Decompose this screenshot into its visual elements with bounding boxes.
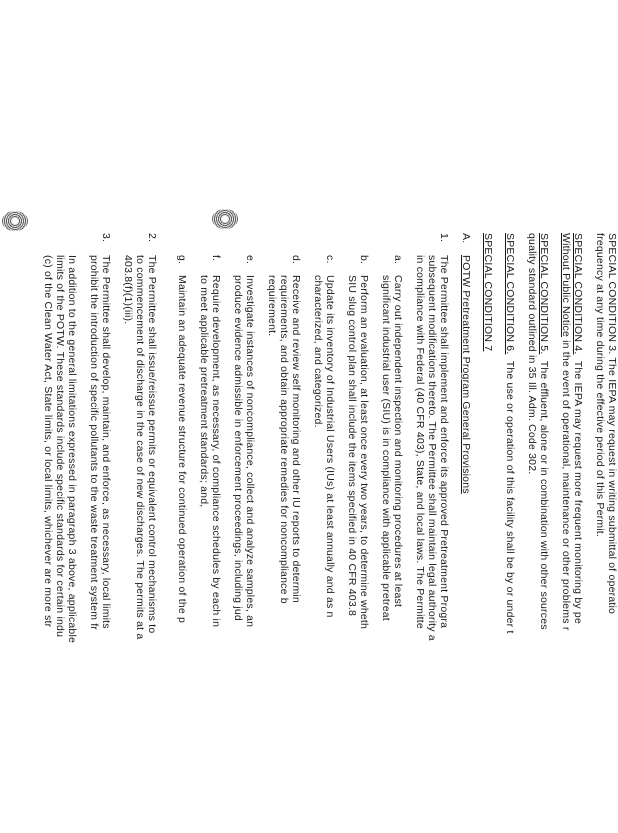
condition7-heading: SPECIAL CONDITION 7 [482, 233, 494, 352]
item-e-letter: e. [244, 255, 256, 265]
item3-line-2: prohibit the introduction of specific pollutants to the waste treatment system fr [88, 255, 100, 631]
condition4-rest: The IEPA may request more frequent monitoring by pe [572, 354, 584, 625]
item2-line-1: The Permittee shall issue/reissue permits or equivalent control mechanisms to [146, 255, 158, 634]
item-g-letter: g. [176, 255, 188, 265]
condition6-heading: SPECIAL CONDITION 6. [504, 233, 516, 355]
item-a-line-1: Carry out independent inspection and monitoring procedures at least [392, 275, 404, 608]
condition4-heading: SPECIAL CONDITION 4. [572, 233, 584, 355]
item-d-letter: d. [290, 255, 302, 265]
item1-number: 1. [438, 233, 450, 243]
item-a-line-2: significant industrial user (SIU) is in compliance with applicable pretreat [380, 275, 392, 621]
item2-number: 2. [146, 233, 158, 243]
condition5-line-1 [537, 233, 550, 630]
item-f-line-2: to meet applicable pretreatment standards; and, [198, 275, 210, 508]
condition5-line-2: quality standard outlined in 35 Ill. Adm. Code 302. [526, 233, 538, 475]
condition4-line-1 [571, 233, 584, 624]
item3-number: 3. [100, 233, 112, 243]
item-f-line-1: Require development, as necessary, of compliance schedules by each in [210, 275, 222, 628]
item-c-letter: c. [324, 255, 336, 264]
condition4-line-2 [559, 233, 572, 631]
item-c-line-1: Update its inventory of Industrial Users (IUs) at least annually and as n [324, 275, 336, 618]
item-b-line-1: Perform an evaluation, at least once every two years, to determine wheth [358, 275, 370, 630]
item-f-letter: f. [210, 255, 222, 262]
section-a-title: POTW Pretreatment Program General Provisions [460, 255, 472, 494]
item2-line-2: to commencement of discharge in the case of new discharges. The permits at a [134, 255, 146, 640]
item-a-letter: a. [392, 255, 404, 265]
item2-line-3: 403.8(f)(1)(iii). [122, 255, 134, 325]
notary-seal-stamp [212, 209, 238, 229]
condition4-line-2-rest: in the event of operational, maintenance or other problems r [560, 337, 572, 631]
item-e-line-1: Investigate instances of noncompliance, collect and analyze samples, an [244, 275, 256, 628]
item-d-line-3: requirement. [266, 275, 278, 337]
item1-line-2: subsequent modifications thereto. The Permittee shall maintain legal authority a [426, 255, 438, 641]
item3-line-1: The Permittee shall develop, maintain, and enforce, as necessary, local limits [100, 255, 112, 629]
item-c-line-2: characterized, and categorized. [312, 275, 324, 428]
continuation-line-3: (c) of the Clean Water Act, State limits, or local limits, whichever are more str [42, 255, 54, 628]
item1-line-3: in compliance with Federal (40 CFR 403), State, and local laws. The Permitte [414, 255, 426, 629]
condition3-line-2: frequency at any time during the effective period of this Permit. [594, 233, 606, 538]
rotated-document-page [0, 233, 618, 833]
condition5-heading: SPECIAL CONDITION 5. [538, 233, 550, 355]
item-e-line-2: produce evidence admissible in enforcement proceedings, including jud [232, 275, 244, 621]
item-g-line-1: Maintain an adequate revenue structure for continued operation of the p [176, 275, 188, 624]
condition5-rest: The effluent, alone or in combination with other sources [538, 354, 550, 630]
condition6-line [503, 233, 516, 634]
condition3-line-1: SPECIAL CONDITION 3. The IEPA may request in writing submittal of operatio [606, 233, 618, 615]
item-d-line-1: Receive and review self monitoring and other IU reports to determin [290, 275, 302, 603]
section-a-label: A. [460, 233, 472, 244]
notary-seal-stamp-lower [2, 211, 28, 231]
condition6-rest: The use or operation of this facility shall be by or under t [504, 354, 516, 634]
item-b-line-2: SIU slug control plan shall include the items specified in 40 CFR 403.8 [346, 275, 358, 617]
item1-line-1: The Permittee shall implement and enforce its approved Pretreatment Progra [438, 255, 450, 629]
item-d-line-2: requirements, and obtain appropriate remedies for noncompliance b [278, 275, 290, 604]
without-public-notice: Without Public Notice [560, 233, 572, 337]
continuation-line-1: In addition to the general limitations expressed in paragraph 3 above, applicable [66, 255, 78, 644]
item-b-letter: b. [358, 255, 370, 265]
continuation-line-2: limits of the POTW. These standards include specific standards for certain indu [54, 255, 66, 638]
